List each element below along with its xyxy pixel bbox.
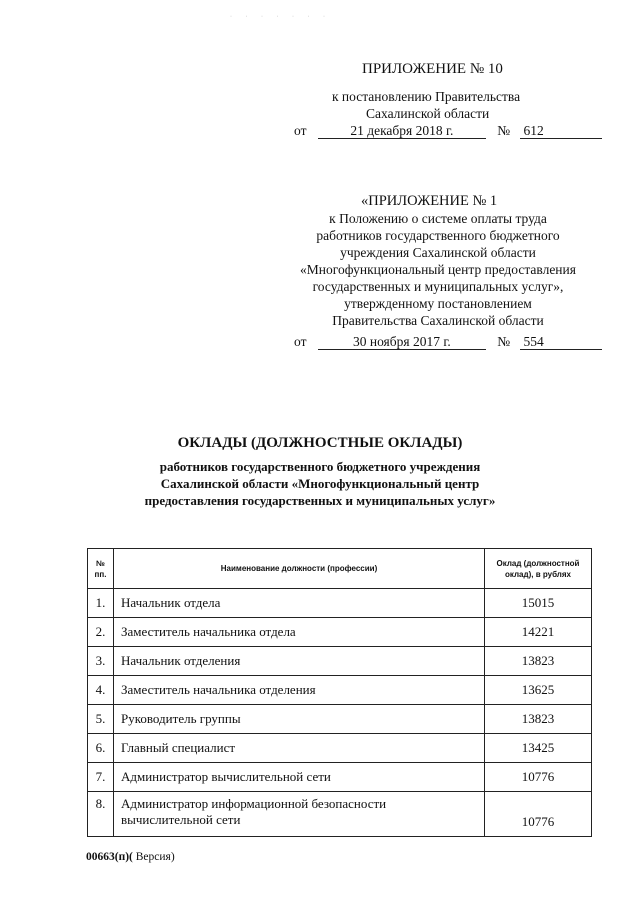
date-prefix: от [294, 334, 307, 349]
table-row [88, 734, 592, 763]
table-row [88, 647, 592, 676]
col-header-salary-line: оклад), в рублях [504, 569, 572, 579]
table-header-row [88, 549, 592, 589]
row-salary: 13425 [485, 734, 592, 763]
prev-annex-date-row [294, 333, 602, 350]
doc-title: ОКЛАДЫ (ДОЛЖНОСТНЫЕ ОКЛАДЫ) [177, 435, 463, 451]
row-salary: 13625 [485, 676, 592, 705]
table-row [88, 705, 592, 734]
footer-version [86, 851, 175, 863]
row-salary: 13823 [485, 705, 592, 734]
prev-annex-lines [270, 210, 606, 329]
row-num: 1. [88, 589, 114, 618]
col-header-salary-line: Оклад (должностной [496, 558, 580, 568]
annex-date: 21 декабря 2018 г. [318, 123, 486, 139]
salary-table [87, 548, 592, 837]
annex-date-row [294, 122, 602, 139]
row-position: Заместитель начальника отдела [114, 618, 485, 647]
col-header-num-line: пп. [94, 569, 107, 579]
prev-annex-number: 554 [520, 334, 602, 350]
row-position-line: вычислительной сети [121, 812, 241, 827]
prev-annex-line: работников государственного бюджетного [316, 228, 560, 243]
row-salary: 13823 [485, 647, 592, 676]
table-row [88, 763, 592, 792]
annex-line-1: к постановлению Правительства [332, 89, 521, 104]
row-num: 6. [88, 734, 114, 763]
footer-version-label: Версия) [132, 851, 175, 863]
number-prefix: № [497, 123, 511, 138]
prev-annex-line: «Многофункциональный центр предоставления [300, 262, 576, 277]
number-prefix: № [497, 334, 511, 349]
prev-annex-line: к Положению о системе оплаты труда [329, 211, 547, 226]
row-position: Главный специалист [114, 734, 485, 763]
annex-number: 612 [520, 123, 602, 139]
row-position-line: Администратор информационной безопасности [121, 796, 387, 811]
row-num: 2. [88, 618, 114, 647]
doc-subtitle-line: работников государственного бюджетного учреждения [159, 459, 481, 474]
prev-annex-line: государственных и муниципальных услуг», [312, 279, 564, 294]
row-num: 4. [88, 676, 114, 705]
doc-subtitle-line: предоставления государственных и муниципальных услуг» [144, 493, 496, 508]
footer-code: 00663(п)( [86, 851, 133, 863]
doc-subtitle [0, 458, 640, 509]
row-position: Начальник отделения [114, 647, 485, 676]
row-position: Начальник отдела [114, 589, 485, 618]
table-row [88, 792, 592, 837]
scan-artifact: · · · · · · · [230, 14, 331, 20]
row-position: Руководитель группы [114, 705, 485, 734]
date-prefix: от [294, 123, 307, 138]
prev-annex-line: учреждения Сахалинской области [340, 245, 536, 260]
prev-annex-line: утвержденному постановлением [344, 296, 532, 311]
col-header-salary [485, 549, 592, 589]
row-num: 8. [88, 792, 114, 837]
row-position: Администратор вычислительной сети [114, 763, 485, 792]
row-position [114, 792, 485, 837]
row-position: Заместитель начальника отделения [114, 676, 485, 705]
col-header-name: Наименование должности (профессии) [114, 549, 485, 589]
row-salary: 14221 [485, 618, 592, 647]
annex-line-2: Сахалинской области [366, 106, 490, 121]
table-row [88, 618, 592, 647]
row-salary: 10776 [485, 763, 592, 792]
row-num: 3. [88, 647, 114, 676]
row-num: 7. [88, 763, 114, 792]
row-num: 5. [88, 705, 114, 734]
col-header-num-line: № [96, 558, 105, 568]
prev-annex-title: «ПРИЛОЖЕНИЕ № 1 [361, 193, 498, 209]
prev-annex-line: Правительства Сахалинской области [332, 313, 544, 328]
row-salary: 10776 [485, 792, 592, 837]
row-salary: 15015 [485, 589, 592, 618]
doc-subtitle-line: Сахалинской области «Многофункциональный центр [160, 476, 480, 491]
annex-title: ПРИЛОЖЕНИЕ № 10 [362, 61, 503, 77]
col-header-num [88, 549, 114, 589]
table-row [88, 589, 592, 618]
table-row [88, 676, 592, 705]
prev-annex-date: 30 ноября 2017 г. [318, 334, 486, 350]
